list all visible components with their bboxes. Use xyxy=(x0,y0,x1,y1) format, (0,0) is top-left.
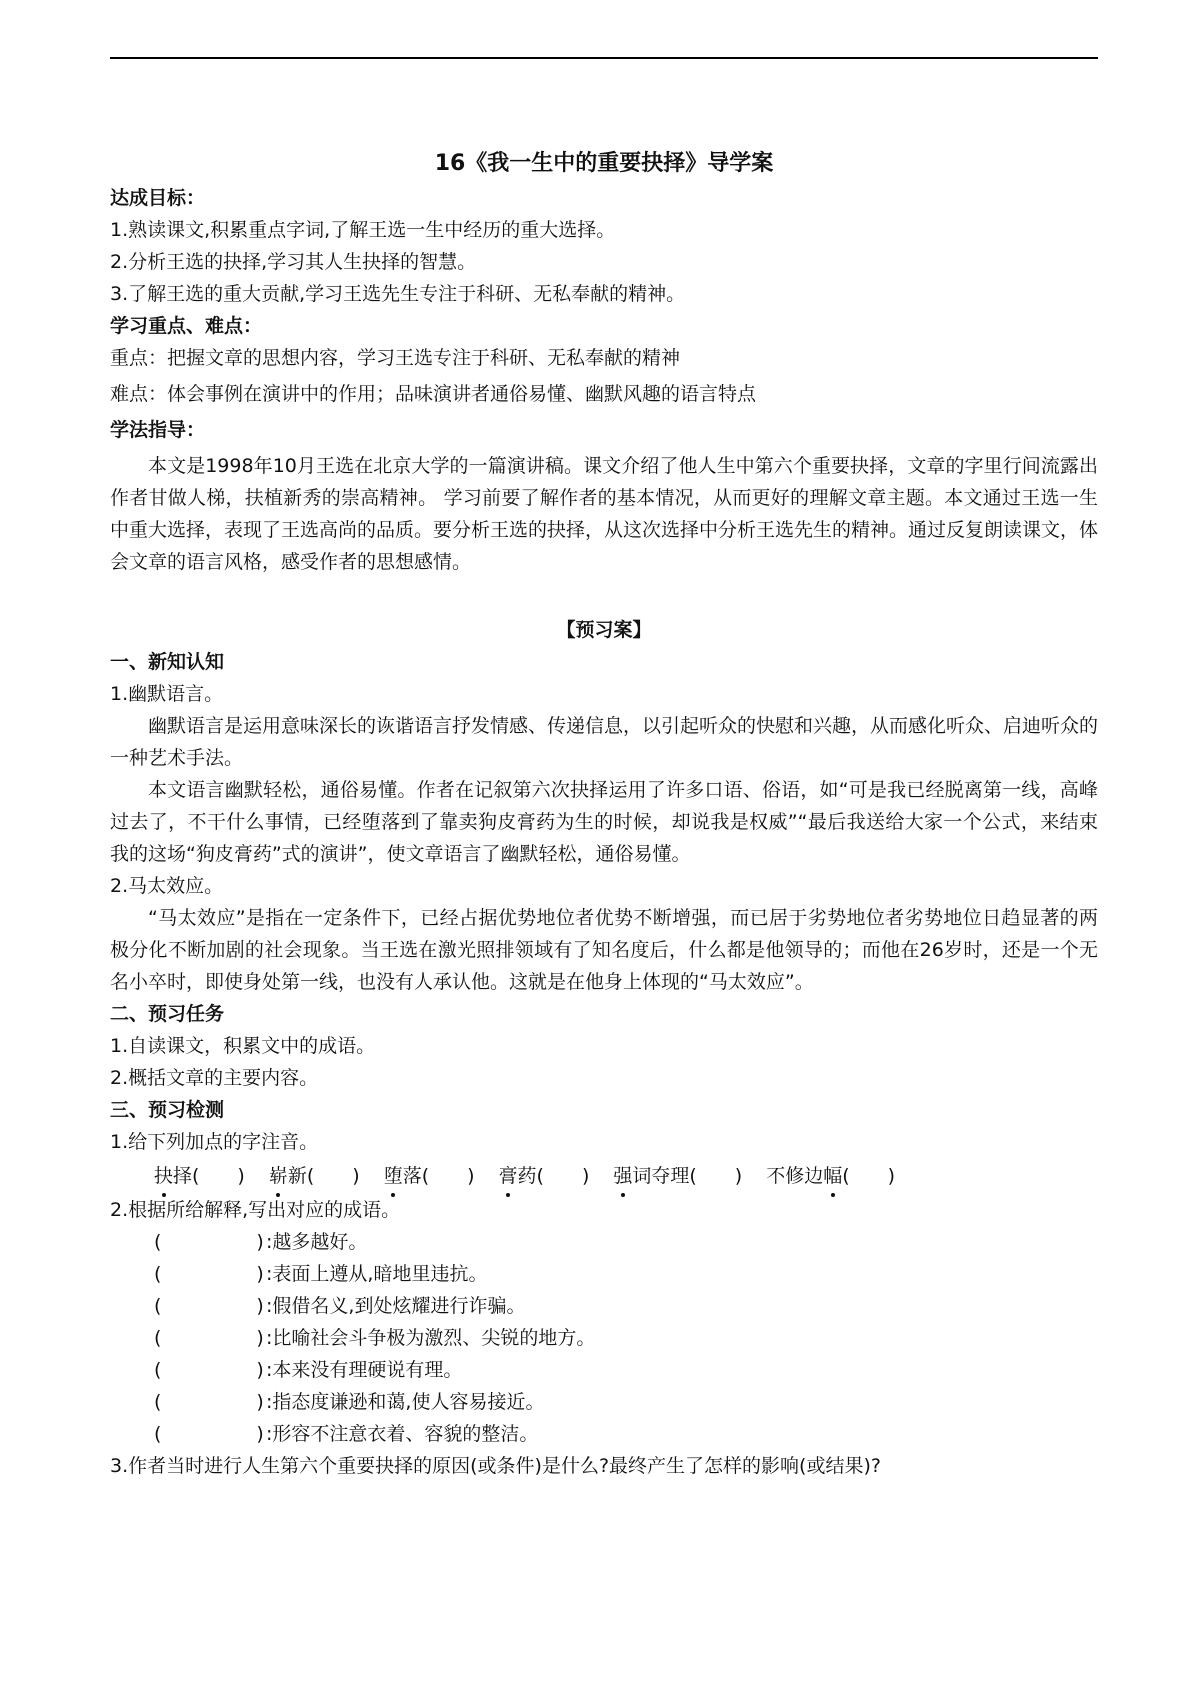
focus-text: 重点：把握文章的思想内容，学习王选专注于科研、无私奉献的精神 xyxy=(110,347,681,369)
idiom-blank[interactable]: ( ) xyxy=(154,1327,264,1349)
idiom-blank[interactable]: ( ) xyxy=(154,1263,264,1285)
idiom-blank[interactable]: ( ) xyxy=(154,1391,264,1413)
item2-label: 2.马太效应。 xyxy=(110,875,224,897)
dotted-char: 强 xyxy=(613,1160,632,1192)
task-item: 1.自读课文，积累文中的成语。 xyxy=(110,1035,376,1057)
pinyin-blank[interactable]: ( ) xyxy=(842,1165,896,1187)
idiom-blank-row xyxy=(110,1354,1098,1386)
goal-item: 3.了解王选的重大贡献,学习王选先生专注于科研、无私奉献的精神。 xyxy=(110,283,686,305)
section2-heading: 二、预习任务 xyxy=(110,1003,225,1025)
humor-definition: 幽默语言是运用意味深长的诙谐语言抒发情感、传递信息，以引起听众的快慰和兴趣，从而感化听众、启迪听众的一种艺术手法。 xyxy=(110,715,1099,769)
goal-item: 1.熟读课文,积累重点字词,了解王选一生中经历的重大选择。 xyxy=(110,219,616,241)
idiom-meaning: :越多越好。 xyxy=(266,1231,368,1253)
method-heading: 学法指导： xyxy=(110,419,206,441)
keypoints-heading: 学习重点、难点： xyxy=(110,315,263,337)
idiom-blank-row xyxy=(110,1418,1098,1450)
pinyin-item xyxy=(499,1160,590,1192)
question-3: 3.作者当时进行人生第六个重要抉择的原因(或条件)是什么?最终产生了怎样的影响(或结果)? xyxy=(110,1455,881,1477)
idiom-meaning: :本来没有理硬说有理。 xyxy=(266,1359,463,1381)
question-2: 2.根据所给解释,写出对应的成语。 xyxy=(110,1199,401,1221)
pinyin-item xyxy=(384,1160,475,1192)
pinyin-row xyxy=(110,1160,1098,1192)
matthew-effect-paragraph: “马太效应”是指在一定条件下，已经占据优势地位者优势不断增强，而已居于劣势地位者劣势地位日趋显著的两极分化不断加剧的社会现象。当王选在激光照排领域有了知名度后，什么都是他领导的；而他在26岁时，还是一个无名小卒时，即使身处第一线，也没有人承认他。这就是在他身上体现的“马太效应”。 xyxy=(110,907,1098,993)
document-title: 16《我一生中的重要抉择》导学案 xyxy=(434,151,774,176)
dotted-char: 抉 xyxy=(154,1160,173,1192)
pinyin-blank[interactable]: 新( ) xyxy=(287,1165,360,1187)
idiom-blank[interactable]: ( ) xyxy=(154,1359,264,1381)
question-1: 1.给下列加点的字注音。 xyxy=(110,1131,319,1153)
pinyin-blank[interactable]: 落( ) xyxy=(402,1165,475,1187)
header-rule xyxy=(110,57,1098,59)
pinyin-item xyxy=(154,1160,245,1192)
dotted-char: 堕 xyxy=(384,1160,403,1192)
pinyin-item xyxy=(766,1160,895,1192)
idiom-blank-row xyxy=(110,1258,1098,1290)
idiom-blank[interactable]: ( ) xyxy=(154,1295,264,1317)
goal-item: 2.分析王选的抉择,学习其人生抉择的智慧。 xyxy=(110,251,477,273)
section1-heading: 一、新知认知 xyxy=(110,651,225,673)
pinyin-item xyxy=(269,1160,360,1192)
idiom-blank[interactable]: ( ) xyxy=(154,1423,264,1445)
task-item: 2.概括文章的主要内容。 xyxy=(110,1067,319,1089)
pinyin-item xyxy=(613,1160,742,1192)
difficulty-text: 难点：体会事例在演讲中的作用；品味演讲者通俗易懂、幽默风趣的语言特点 xyxy=(110,383,757,405)
item1-label: 1.幽默语言。 xyxy=(110,683,224,705)
dotted-char: 崭 xyxy=(269,1160,288,1192)
idiom-blank[interactable]: ( ) xyxy=(154,1231,264,1253)
idiom-blank-row xyxy=(110,1290,1098,1322)
idiom-meaning: :形容不注意衣着、容貌的整洁。 xyxy=(266,1423,539,1445)
humor-example: 本文语言幽默轻松，通俗易懂。作者在记叙第六次抉择运用了许多口语、俗语，如“可是我已经脱离第一线，高峰过去了，不干什么事情，已经堕落到了靠卖狗皮膏药为生的时候，却说我是权威”“最后我送给大家一个公式，来结束我的这场“狗皮膏药”式的演讲”，使文章语言了幽默轻松，通俗易懂。 xyxy=(110,779,1098,865)
pinyin-blank[interactable]: 择( ) xyxy=(173,1165,245,1187)
idiom-meaning: :表面上遵从,暗地里违抗。 xyxy=(266,1263,488,1285)
pinyin-blank[interactable]: 药( ) xyxy=(517,1165,590,1187)
idiom-meaning: :指态度谦逊和蔼,使人容易接近。 xyxy=(266,1391,545,1413)
plain-chars: 不修边 xyxy=(766,1165,824,1187)
method-paragraph: 本文是1998年10月王选在北京大学的一篇演讲稿。课文介绍了他人生中第六个重要抉择，文章的字里行间流露出作者甘做人梯，扶植新秀的崇高精神。 学习前要了解作者的基本情况，从而更好的理解文章主题。本文通过王选一生中重大选择，表现了王选高尚的品质。要分析王选的抉择，从这次选择中分析王选先生的精神。通过反复朗读课文，体会文章的语言风格，感受作者的思想感情。 xyxy=(110,455,1099,573)
section3-heading: 三、预习检测 xyxy=(110,1099,225,1121)
pinyin-blank[interactable]: 词夺理( ) xyxy=(632,1165,743,1187)
idiom-blank-row xyxy=(110,1386,1098,1418)
dotted-char: 膏 xyxy=(499,1160,518,1192)
idiom-blank-row xyxy=(110,1226,1098,1258)
idiom-meaning: :比喻社会斗争极为激烈、尖锐的地方。 xyxy=(266,1327,596,1349)
preview-title: 【预习案】 xyxy=(556,619,652,641)
dotted-char: 幅 xyxy=(823,1160,842,1192)
idiom-meaning: :假借名义,到处炫耀进行诈骗。 xyxy=(266,1295,526,1317)
goals-heading: 达成目标： xyxy=(110,187,206,209)
idiom-blank-row xyxy=(110,1322,1098,1354)
document-page xyxy=(110,148,1098,1482)
